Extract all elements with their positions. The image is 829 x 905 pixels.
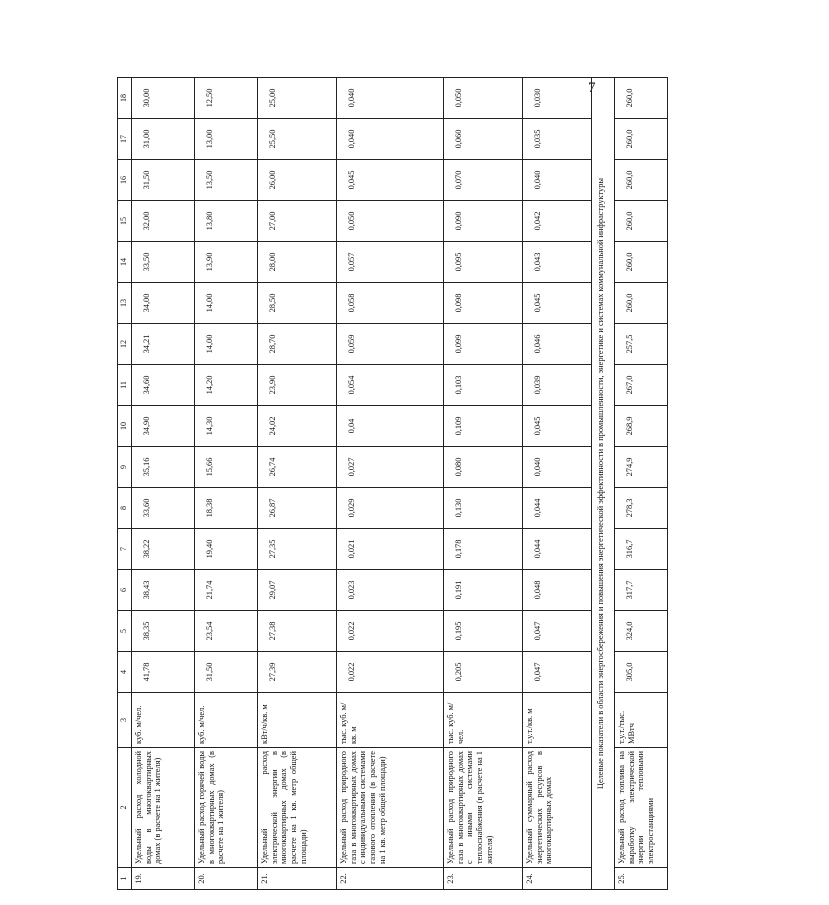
unit-cell: т.у.т./кв. м — [523, 693, 592, 748]
value-cell: 0,103 — [444, 365, 523, 406]
value-cell: 0,070 — [444, 160, 523, 201]
indicators-table — [117, 77, 668, 890]
value-cell: 28,00 — [258, 242, 337, 283]
value-cell: 0,045 — [337, 160, 444, 201]
column-header: 4 — [118, 652, 132, 693]
value-cell: 25,50 — [258, 119, 337, 160]
table-row — [195, 78, 258, 890]
value-cell: 28,50 — [258, 283, 337, 324]
value-cell: 260,0 — [615, 201, 668, 242]
value-cell: 0,023 — [337, 570, 444, 611]
table-body — [132, 78, 668, 890]
value-cell: 33,60 — [132, 488, 195, 529]
value-cell: 0,195 — [444, 611, 523, 652]
value-cell: 26,87 — [258, 488, 337, 529]
value-cell: 0,080 — [444, 447, 523, 488]
value-cell: 324,0 — [615, 611, 668, 652]
table-row — [523, 78, 592, 890]
value-cell: 28,70 — [258, 324, 337, 365]
value-cell: 31,50 — [195, 652, 258, 693]
unit-cell: куб. м/чел. — [195, 693, 258, 748]
value-cell: 0,029 — [337, 488, 444, 529]
value-cell: 0,022 — [337, 652, 444, 693]
value-cell: 34,21 — [132, 324, 195, 365]
value-cell: 31,50 — [132, 160, 195, 201]
indicator-name: Удельный расход горячей воды в многоквартирных домах (в расчете на 1 жителя) — [195, 748, 258, 868]
value-cell: 27,38 — [258, 611, 337, 652]
value-cell: 257,5 — [615, 324, 668, 365]
value-cell: 27,35 — [258, 529, 337, 570]
column-header: 14 — [118, 242, 132, 283]
value-cell: 0,054 — [337, 365, 444, 406]
value-cell: 0,060 — [444, 119, 523, 160]
table-row — [444, 78, 523, 890]
value-cell: 31,00 — [132, 119, 195, 160]
value-cell: 14,20 — [195, 365, 258, 406]
value-cell: 316,7 — [615, 529, 668, 570]
value-cell: 317,7 — [615, 570, 668, 611]
value-cell: 21,74 — [195, 570, 258, 611]
value-cell: 278,3 — [615, 488, 668, 529]
column-header: 8 — [118, 488, 132, 529]
unit-cell: куб. м/чел. — [132, 693, 195, 748]
value-cell: 0,045 — [523, 406, 592, 447]
value-cell: 0,043 — [523, 242, 592, 283]
value-cell: 0,059 — [337, 324, 444, 365]
value-cell: 24,02 — [258, 406, 337, 447]
row-number: 19. — [132, 868, 195, 890]
value-cell: 18,38 — [195, 488, 258, 529]
column-header: 9 — [118, 447, 132, 488]
value-cell: 0,178 — [444, 529, 523, 570]
value-cell: 0,057 — [337, 242, 444, 283]
value-cell: 13,80 — [195, 201, 258, 242]
header-row — [118, 78, 132, 890]
value-cell: 0,027 — [337, 447, 444, 488]
value-cell: 27,39 — [258, 652, 337, 693]
value-cell: 0,042 — [523, 201, 592, 242]
indicator-name: Удельный расход природного газа в многоквартирных домах с индивидуальными системами газового отопления (в расчете на 1 кв. метр общей площади) — [337, 748, 444, 868]
value-cell: 0,047 — [523, 652, 592, 693]
column-header: 18 — [118, 78, 132, 119]
rotated-table-container — [117, 78, 829, 890]
value-cell: 19,40 — [195, 529, 258, 570]
value-cell: 38,22 — [132, 529, 195, 570]
value-cell: 34,60 — [132, 365, 195, 406]
value-cell: 33,50 — [132, 242, 195, 283]
column-header: 11 — [118, 365, 132, 406]
value-cell: 26,74 — [258, 447, 337, 488]
value-cell: 12,50 — [195, 78, 258, 119]
value-cell: 0,048 — [523, 570, 592, 611]
value-cell: 0,040 — [523, 447, 592, 488]
value-cell: 0,040 — [337, 78, 444, 119]
value-cell: 13,50 — [195, 160, 258, 201]
value-cell: 0,095 — [444, 242, 523, 283]
column-header: 15 — [118, 201, 132, 242]
value-cell: 0,044 — [523, 529, 592, 570]
column-header: 2 — [118, 748, 132, 868]
value-cell: 267,0 — [615, 365, 668, 406]
value-cell: 274,9 — [615, 447, 668, 488]
value-cell: 0,040 — [523, 160, 592, 201]
value-cell: 0,191 — [444, 570, 523, 611]
value-cell: 0,058 — [337, 283, 444, 324]
value-cell: 0,130 — [444, 488, 523, 529]
value-cell: 0,044 — [523, 488, 592, 529]
row-number: 21. — [258, 868, 337, 890]
value-cell: 0,109 — [444, 406, 523, 447]
indicator-name: Удельный расход холодной воды в многоквартирных домах (в расчете на 1 жителя) — [132, 748, 195, 868]
value-cell: 0,090 — [444, 201, 523, 242]
value-cell: 0,205 — [444, 652, 523, 693]
value-cell: 34,00 — [132, 283, 195, 324]
value-cell: 0,030 — [523, 78, 592, 119]
value-cell: 0,050 — [444, 78, 523, 119]
value-cell: 0,047 — [523, 611, 592, 652]
value-cell: 13,00 — [195, 119, 258, 160]
value-cell: 23,90 — [258, 365, 337, 406]
value-cell: 260,0 — [615, 78, 668, 119]
value-cell: 26,00 — [258, 160, 337, 201]
section-row — [592, 78, 615, 890]
value-cell: 0,035 — [523, 119, 592, 160]
value-cell: 0,099 — [444, 324, 523, 365]
table-row — [337, 78, 444, 890]
value-cell: 15,66 — [195, 447, 258, 488]
column-header: 16 — [118, 160, 132, 201]
row-number: 25. — [615, 868, 668, 890]
value-cell: 41,78 — [132, 652, 195, 693]
page-number: 7 — [588, 80, 596, 96]
value-cell: 13,90 — [195, 242, 258, 283]
value-cell: 32,00 — [132, 201, 195, 242]
value-cell: 23,54 — [195, 611, 258, 652]
value-cell: 260,0 — [615, 242, 668, 283]
value-cell: 260,0 — [615, 283, 668, 324]
value-cell: 0,045 — [523, 283, 592, 324]
column-header: 10 — [118, 406, 132, 447]
value-cell: 0,050 — [337, 201, 444, 242]
value-cell: 14,00 — [195, 283, 258, 324]
value-cell: 260,0 — [615, 160, 668, 201]
value-cell: 0,022 — [337, 611, 444, 652]
table-row — [132, 78, 195, 890]
value-cell: 38,35 — [132, 611, 195, 652]
column-header: 17 — [118, 119, 132, 160]
value-cell: 25,00 — [258, 78, 337, 119]
value-cell: 0,04 — [337, 406, 444, 447]
row-number: 24. — [523, 868, 592, 890]
value-cell: 0,040 — [337, 119, 444, 160]
value-cell: 38,43 — [132, 570, 195, 611]
value-cell: 30,00 — [132, 78, 195, 119]
row-number: 20. — [195, 868, 258, 890]
column-header: 6 — [118, 570, 132, 611]
indicator-name: Удельный расход электрической энергии в многоквартирных домах (в расчете на 1 кв. метр общей площади) — [258, 748, 337, 868]
section-title: Целевые показатели в области энергосбережения и повышения энергетической эффективности в промышленности, энергетике и системах коммунальной инфраструктуры — [592, 78, 615, 890]
unit-cell: т.у.т./тыс. МВтч — [615, 693, 668, 748]
column-header: 1 — [118, 868, 132, 890]
row-number: 23. — [444, 868, 523, 890]
value-cell: 35,16 — [132, 447, 195, 488]
indicator-name: Удельный расход топлива на выработку электрической энергии тепловыми электростанциями — [615, 748, 668, 868]
column-header: 7 — [118, 529, 132, 570]
column-header: 12 — [118, 324, 132, 365]
indicator-name: Удельный расход природного газа в многоквартирных домах с иными системами теплоснабжения (в расчете на 1 жителя) — [444, 748, 523, 868]
table-row — [615, 78, 668, 890]
value-cell: 0,098 — [444, 283, 523, 324]
row-number: 22. — [337, 868, 444, 890]
unit-cell: тыс. куб. м/чел. — [444, 693, 523, 748]
indicator-name: Удельный суммарный расход энергетических ресурсов в многоквартирных домах — [523, 748, 592, 868]
value-cell: 14,00 — [195, 324, 258, 365]
value-cell: 34,90 — [132, 406, 195, 447]
unit-cell: кВт/ч/кв. м — [258, 693, 337, 748]
value-cell: 260,0 — [615, 119, 668, 160]
value-cell: 27,00 — [258, 201, 337, 242]
table-row — [258, 78, 337, 890]
value-cell: 29,07 — [258, 570, 337, 611]
value-cell: 305,0 — [615, 652, 668, 693]
column-header: 5 — [118, 611, 132, 652]
value-cell: 268,9 — [615, 406, 668, 447]
value-cell: 14,30 — [195, 406, 258, 447]
value-cell: 0,046 — [523, 324, 592, 365]
unit-cell: тыс. куб. м/кв. м — [337, 693, 444, 748]
column-header: 13 — [118, 283, 132, 324]
value-cell: 0,039 — [523, 365, 592, 406]
value-cell: 0,021 — [337, 529, 444, 570]
column-header: 3 — [118, 693, 132, 748]
